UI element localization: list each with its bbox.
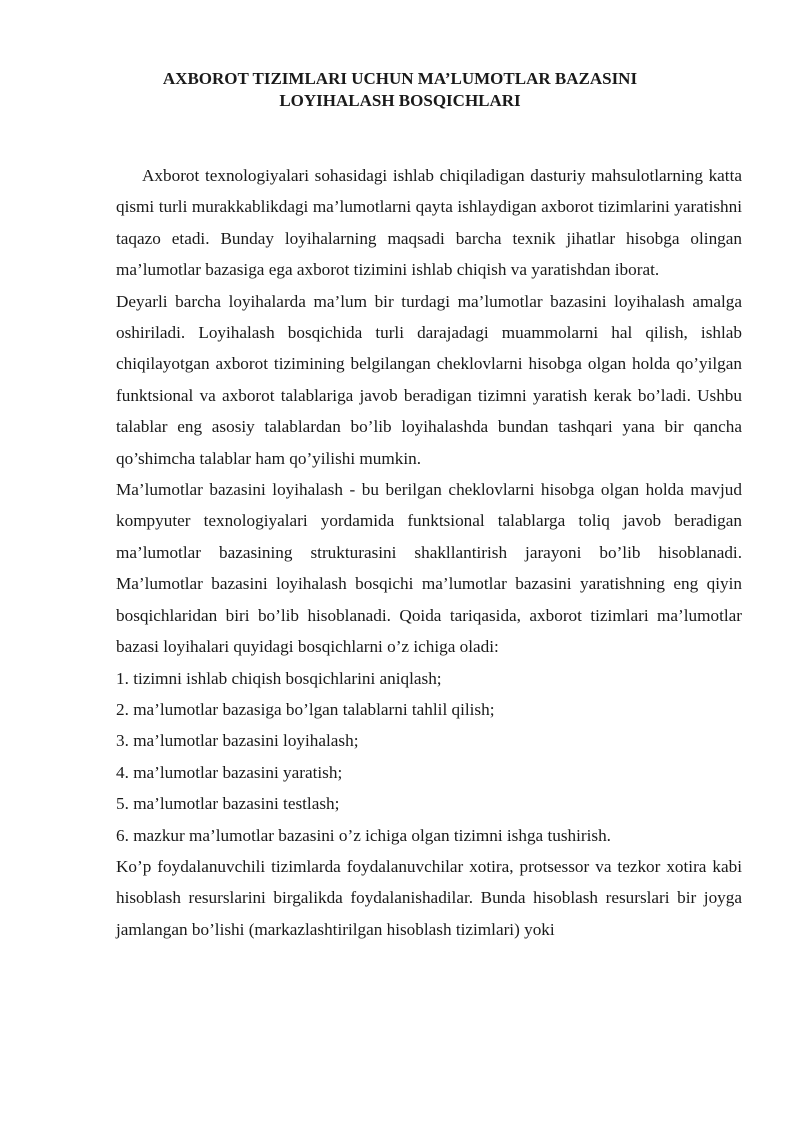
list-item-6: 6. mazkur ma’lumotlar bazasini o’z ichiga olgan tizimni ishga tushirish. (116, 825, 611, 845)
title-line-2: LOYIHALASH BOSQICHLARI (279, 91, 521, 110)
list-item-5: 5. ma’lumotlar bazasini testlash; (116, 794, 340, 814)
document-body (116, 160, 742, 945)
paragraph-3: Ma’lumotlar bazasini loyihalash - bu berilgan cheklovlarni hisobga olgan holda mavjud kompyuter texnologiyalari yordamida funktsional talablarga toliq javob beradigan ma’lumotlar bazasining strukturasini shakllantirish jarayoni bo’lib hisoblanadi. Ma’lumotlar bazasini loyihalash bosqichi ma’lumotlar bazasini yaratishning eng qiyin bosqichlaridan biri bo’lib hisoblanadi. Qoida tariqasida, axborot tizimlari ma’lumotlar bazasi loyihalari quyidagi bosqichlarni o’z ichiga oladi: (116, 480, 742, 657)
title-line-1: AXBOROT TIZIMLARI UCHUN MA’LUMOTLAR BAZASINI (162, 69, 638, 88)
list-item-3: 3. ma’lumotlar bazasini loyihalash; (116, 731, 359, 751)
paragraph-2: Deyarli barcha loyihalarda ma’lum bir turdagi ma’lumotlar bazasini loyihalash amalga oshiriladi. Loyihalash bosqichida turli darajadagi muammolarni hal qilish, ishlab chiqilayotgan axborot tizimining belgilangan cheklovlarni hisobga olgan holda qo’yilgan funktsional va axborot talablariga javob beradigan tizimni yaratish kerak bo’ladi. Ushbu talablar eng asosiy talablardan bo’lib loyihalashda bundan tashqari yana bir qancha qo’shimcha talablar ham qo’yilishi mumkin. (116, 291, 742, 468)
paragraph-1: Axborot texnologiyalari sohasidagi ishlab chiqiladigan dasturiy mahsulotlarning katta qismi turli murakkablikdagi ma’lumotlarni qayta ishlaydigan axborot tizimlarini yaratishni taqazo etadi. Bunday loyihalarning maqsadi barcha texnik jihatlar hisobga olingan ma’lumotlar bazasiga ega axborot tizimini ishlab chiqish va yaratishdan iborat. (116, 166, 742, 280)
list-item-1: 1. tizimni ishlab chiqish bosqichlarini aniqlash; (116, 668, 442, 688)
paragraph-4: Ko’p foydalanuvchili tizimlarda foydalanuvchilar xotira, protsessor va tezkor xotira kabi hisoblash resurslarini birgalikda foydalanishadilar. Bunda hisoblash resurslari bir joyga jamlangan bo’lishi (markazlashtirilgan hisoblash tizimlari) yoki (116, 856, 742, 939)
list-item-2: 2. ma’lumotlar bazasiga bo’lgan talablarni tahlil qilish; (116, 699, 495, 719)
list-item-4: 4. ma’lumotlar bazasini yaratish; (116, 762, 343, 782)
page-title (58, 68, 742, 112)
